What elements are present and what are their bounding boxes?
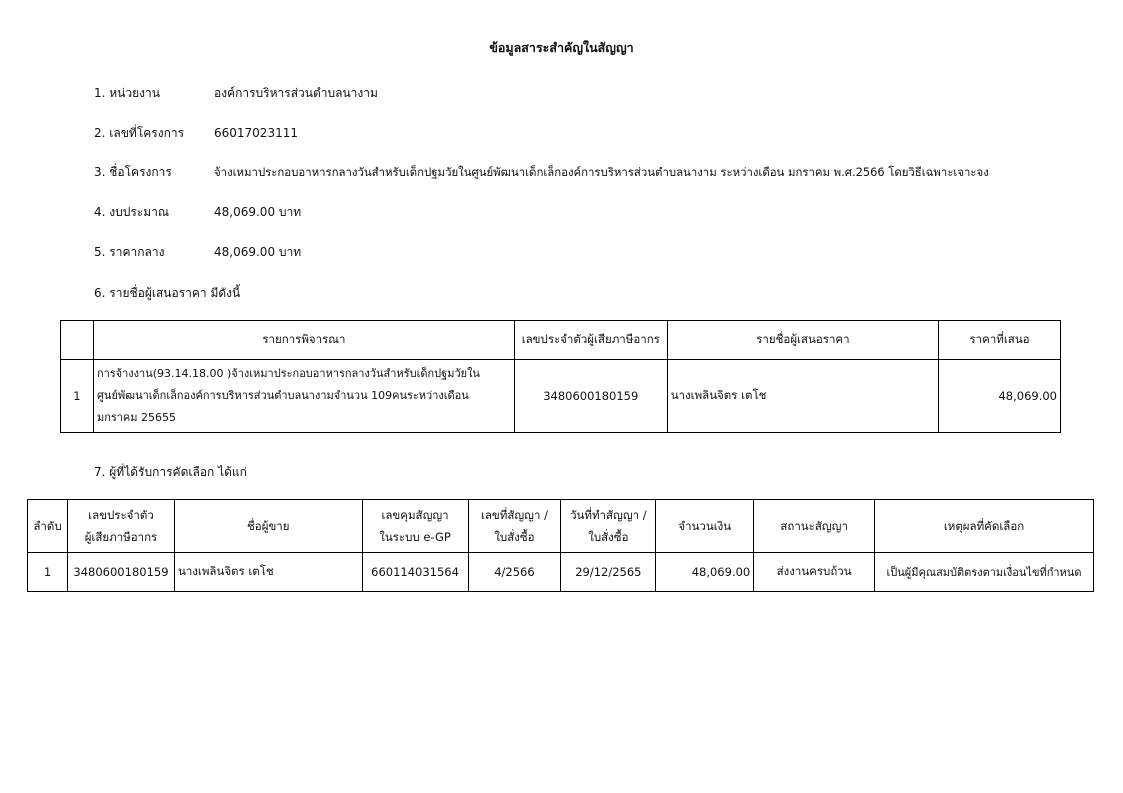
info-median-price — [94, 244, 301, 260]
row-price: 48,069.00 — [939, 360, 1061, 433]
info-value: 66017023111 — [214, 126, 298, 140]
header-status: สถานะสัญญา — [754, 500, 875, 553]
header-line: เลขคุมสัญญา — [381, 508, 449, 522]
info-label: 4. งบประมาณ — [94, 205, 170, 219]
row-contract-date: 29/12/2565 — [561, 553, 656, 592]
winner-table — [27, 499, 1094, 592]
header-line: เลขที่สัญญา / — [480, 508, 548, 522]
header-amount: จำนวนเงิน — [656, 500, 754, 553]
info-label: 1. หน่วยงาน — [94, 86, 160, 100]
document-title: ข้อมูลสาระสำคัญในสัญญา — [489, 40, 634, 55]
row-number: 1 — [61, 360, 94, 433]
info-project-number — [94, 125, 298, 141]
table-row — [61, 360, 1061, 433]
header-tax-id: เลขประจำตัวผู้เสียภาษีอากร — [514, 321, 667, 360]
row-contract-number: 4/2566 — [468, 553, 561, 592]
row-seller: นางเพลินจิตร เตโช — [174, 553, 362, 592]
info-value: 48,069.00 บาท — [214, 205, 302, 219]
info-agency — [94, 85, 378, 101]
table-row — [28, 553, 1094, 592]
info-value: 48,069.00 บาท — [214, 245, 302, 259]
header-no: ลำดับ — [28, 500, 68, 553]
info-value: จ้างเหมาประกอบอาหารกลางวันสำหรับเด็กปฐมวัยในศูนย์พัฒนาเด็กเล็กองค์การบริหารส่วนตำบลนางาม ระหว่างเดือน มกราคม พ.ศ.2566 โดยวิธีเฉพาะเจาะจง — [214, 165, 989, 179]
winner-section-label: 7. ผู้ที่ได้รับการคัดเลือก ได้แก่ — [94, 465, 247, 479]
header-tax-id — [67, 500, 174, 553]
header-control-number — [362, 500, 468, 553]
row-control-number: 660114031564 — [362, 553, 468, 592]
table-header-row — [61, 321, 1061, 360]
header-item: รายการพิจารณา — [93, 321, 514, 360]
header-contract-date — [561, 500, 656, 553]
item-line: ศูนย์พัฒนาเด็กเล็กองค์การบริหารส่วนตำบลนางามจำนวน 109คนระหว่างเดือน — [96, 389, 469, 402]
header-bidder-name: รายชื่อผู้เสนอราคา — [667, 321, 938, 360]
header-line: ใบสั่งซื้อ — [494, 530, 535, 544]
item-line: มกราคม 25655 — [96, 411, 177, 424]
bidders-table — [60, 320, 1061, 433]
info-budget — [94, 204, 301, 220]
header-price: ราคาที่เสนอ — [939, 321, 1061, 360]
row-tax-id: 3480600180159 — [514, 360, 667, 433]
info-label: 3. ชื่อโครงการ — [94, 165, 172, 179]
row-reason: เป็นผู้มีคุณสมบัติตรงตามเงื่อนไขที่กำหนด — [875, 553, 1094, 592]
header-line: ใบสั่งซื้อ — [588, 530, 629, 544]
info-value: องค์การบริหารส่วนตำบลนางาม — [214, 86, 378, 100]
table-header-row — [28, 500, 1094, 553]
row-status: ส่งงานครบถ้วน — [754, 553, 875, 592]
header-reason: เหตุผลที่คัดเลือก — [875, 500, 1094, 553]
header-no — [61, 321, 94, 360]
header-line: ในระบบ e-GP — [379, 530, 451, 544]
row-item-description — [93, 360, 514, 433]
row-bidder-name: นางเพลินจิตร เตโช — [667, 360, 938, 433]
header-line: ผู้เสียภาษีอากร — [84, 530, 158, 544]
row-tax-id: 3480600180159 — [67, 553, 174, 592]
row-number: 1 — [28, 553, 68, 592]
bidders-section-label: 6. รายชื่อผู้เสนอราคา มีดังนี้ — [94, 286, 241, 300]
header-line: วันที่ทำสัญญา / — [570, 508, 647, 522]
row-amount: 48,069.00 — [656, 553, 754, 592]
header-line: เลขประจำตัว — [88, 508, 154, 522]
header-seller: ชื่อผู้ขาย — [174, 500, 362, 553]
item-line: การจ้างงาน(93.14.18.00 )จ้างเหมาประกอบอาหารกลางวันสำหรับเด็กปฐมวัยใน — [96, 367, 480, 380]
info-project-name — [94, 164, 989, 180]
info-label: 5. ราคากลาง — [94, 245, 165, 259]
header-contract-number — [468, 500, 561, 553]
info-label: 2. เลขที่โครงการ — [94, 126, 185, 140]
